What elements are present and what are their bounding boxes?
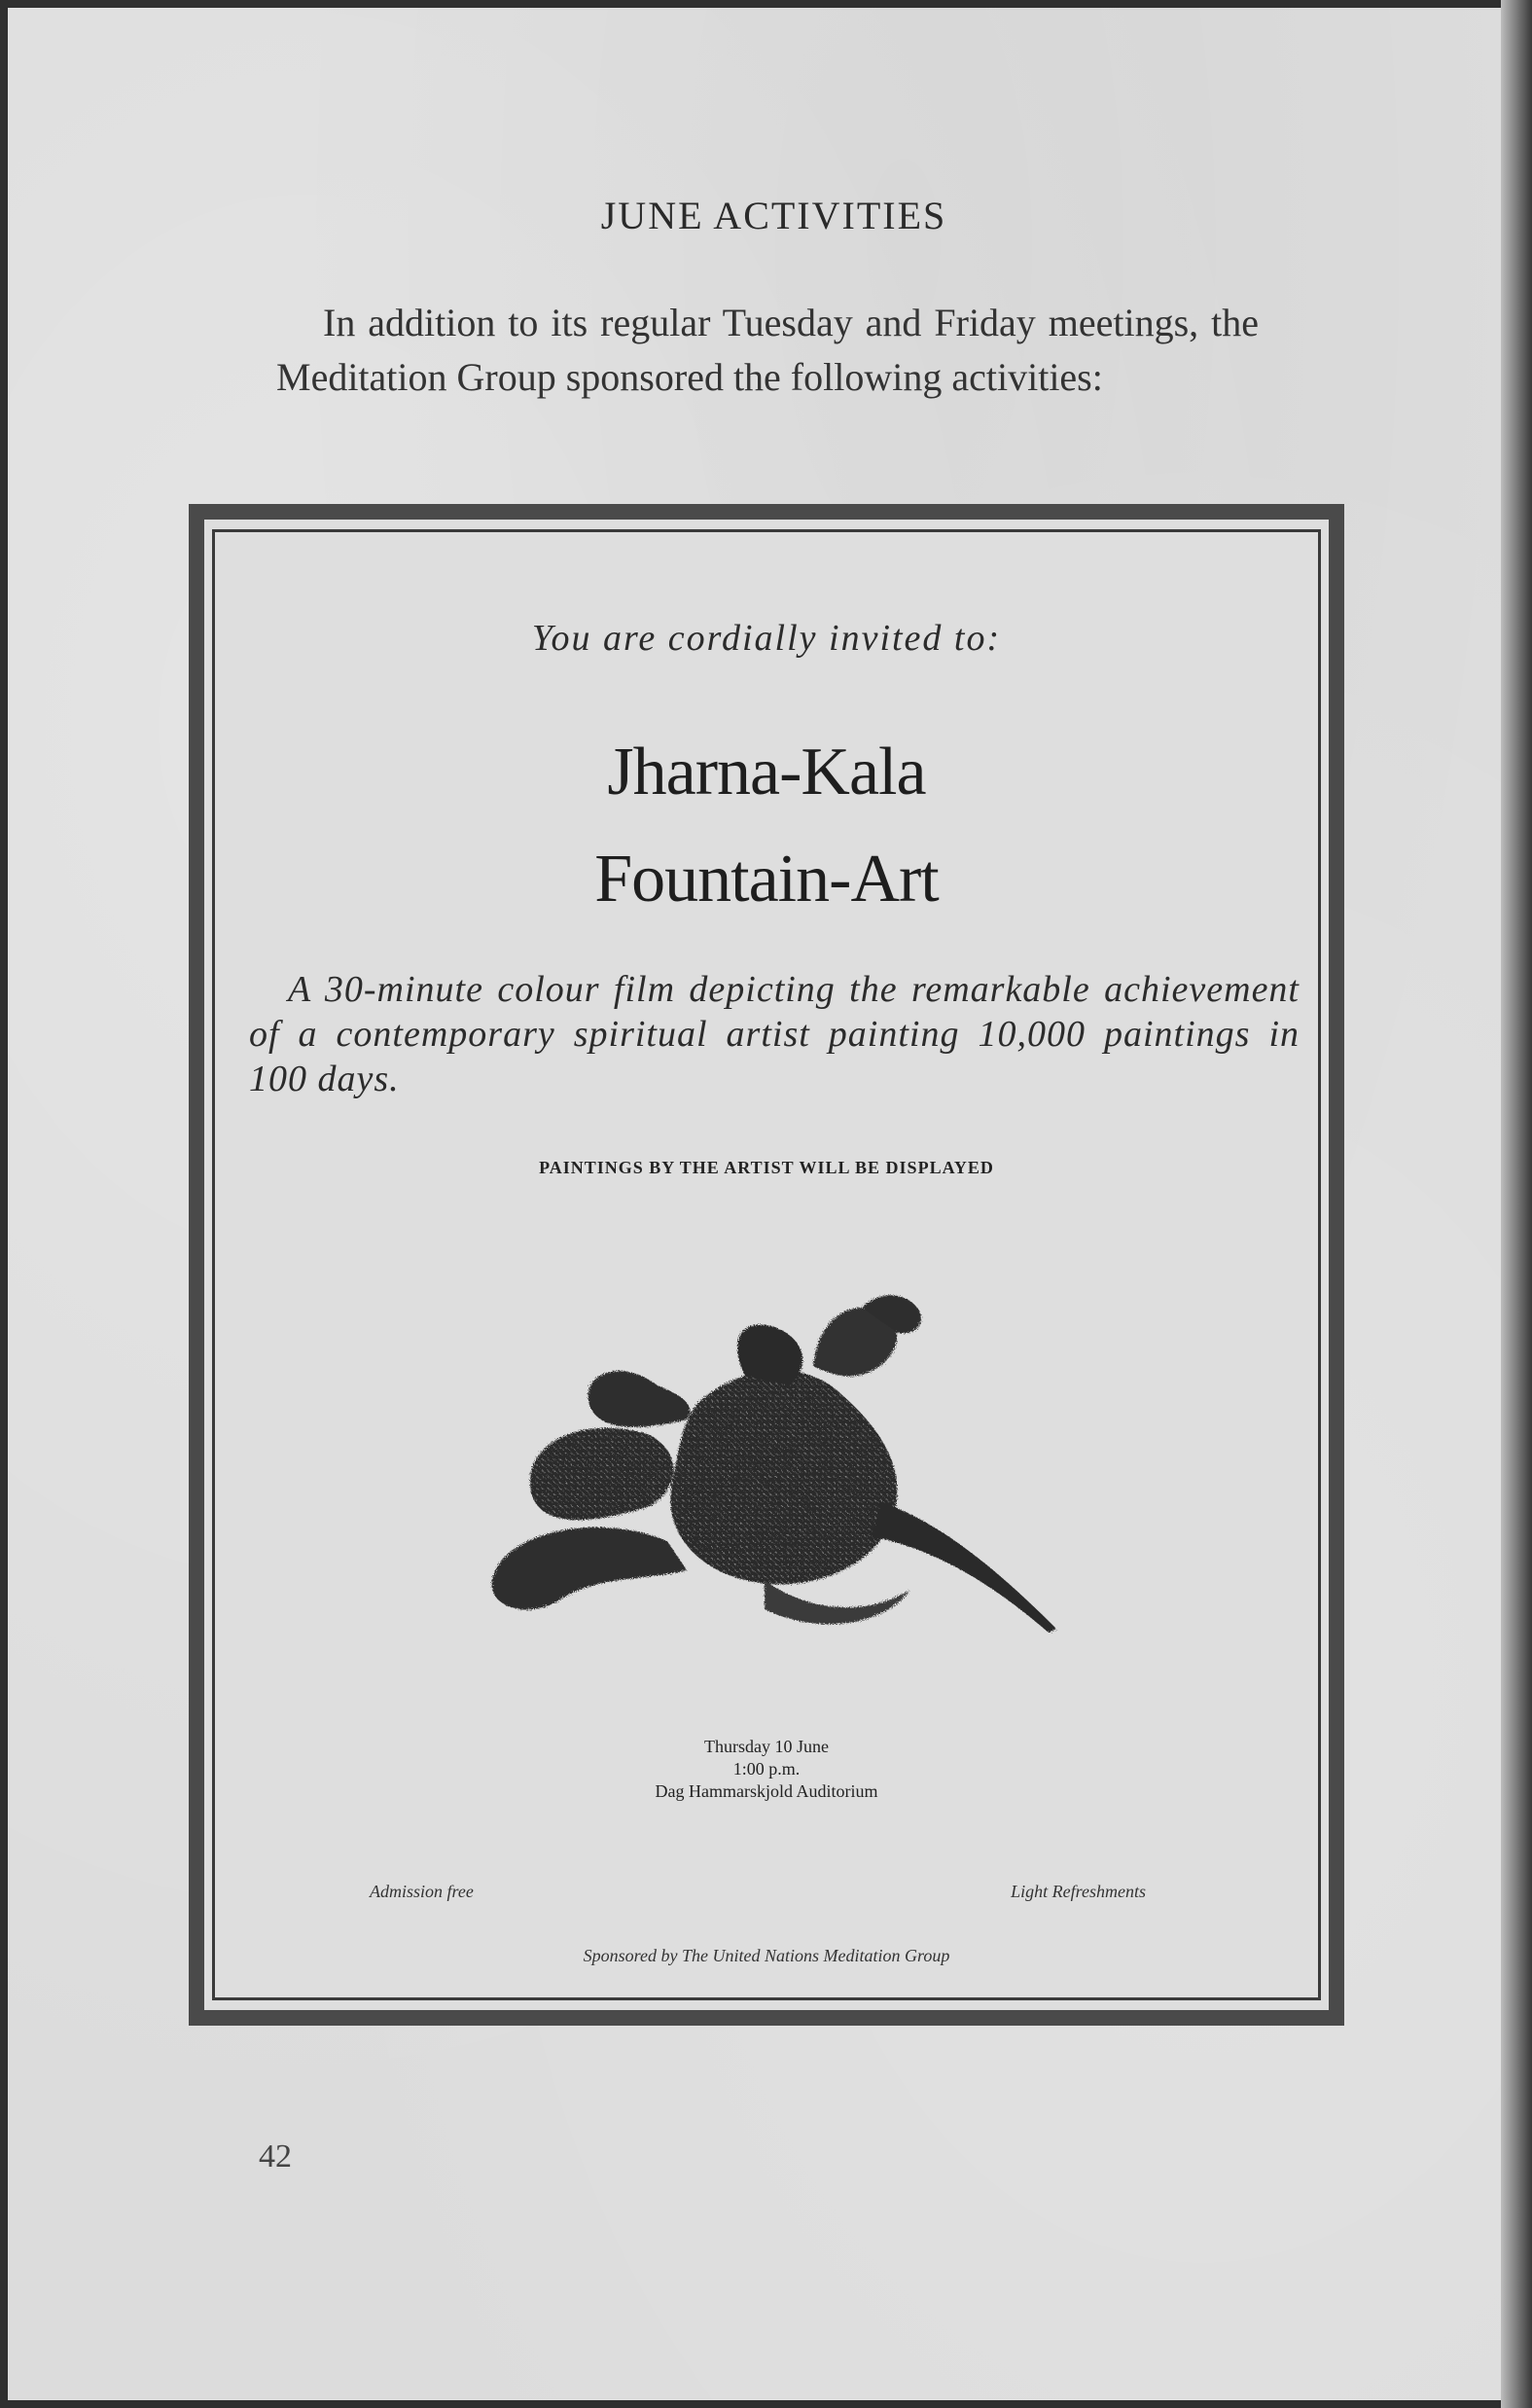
artwork-image	[453, 1259, 1115, 1687]
event-time: 1:00 p.m.	[732, 1759, 801, 1779]
invitation-content	[220, 520, 1313, 2010]
sponsor-line: Sponsored by The United Nations Meditation Group	[583, 1946, 950, 1965]
film-description: A 30-minute colour film depicting the remarkable achievement of a contemporary spiritual artist painting 10,000 paintings in 100 days.	[249, 969, 1300, 1099]
artwork-body	[670, 1371, 897, 1585]
intro-paragraph: In addition to its regular Tuesday and Friday meetings, the Meditation Group sponsored the following activities:	[276, 301, 1259, 399]
section-heading: JUNE ACTIVITIES	[600, 194, 947, 237]
invitation-card	[189, 504, 1344, 2026]
refreshments-note: Light Refreshments	[1011, 1882, 1146, 1901]
event-venue: Dag Hammarskjold Auditorium	[655, 1781, 878, 1801]
admission-note: Admission free	[370, 1882, 474, 1901]
page-edge-shadow	[1501, 0, 1532, 2408]
invitation-title-line-2: Fountain-Art	[594, 842, 939, 916]
invitation-greeting: You are cordially invited to:	[531, 618, 1002, 659]
page	[8, 8, 1501, 2400]
page-number: 42	[259, 2138, 292, 2174]
event-date: Thursday 10 June	[704, 1737, 829, 1756]
invitation-title-line-1: Jharna-Kala	[607, 735, 926, 809]
event-details	[220, 1736, 1313, 1803]
display-note: PAINTINGS BY THE ARTIST WILL BE DISPLAYED	[539, 1158, 994, 1177]
